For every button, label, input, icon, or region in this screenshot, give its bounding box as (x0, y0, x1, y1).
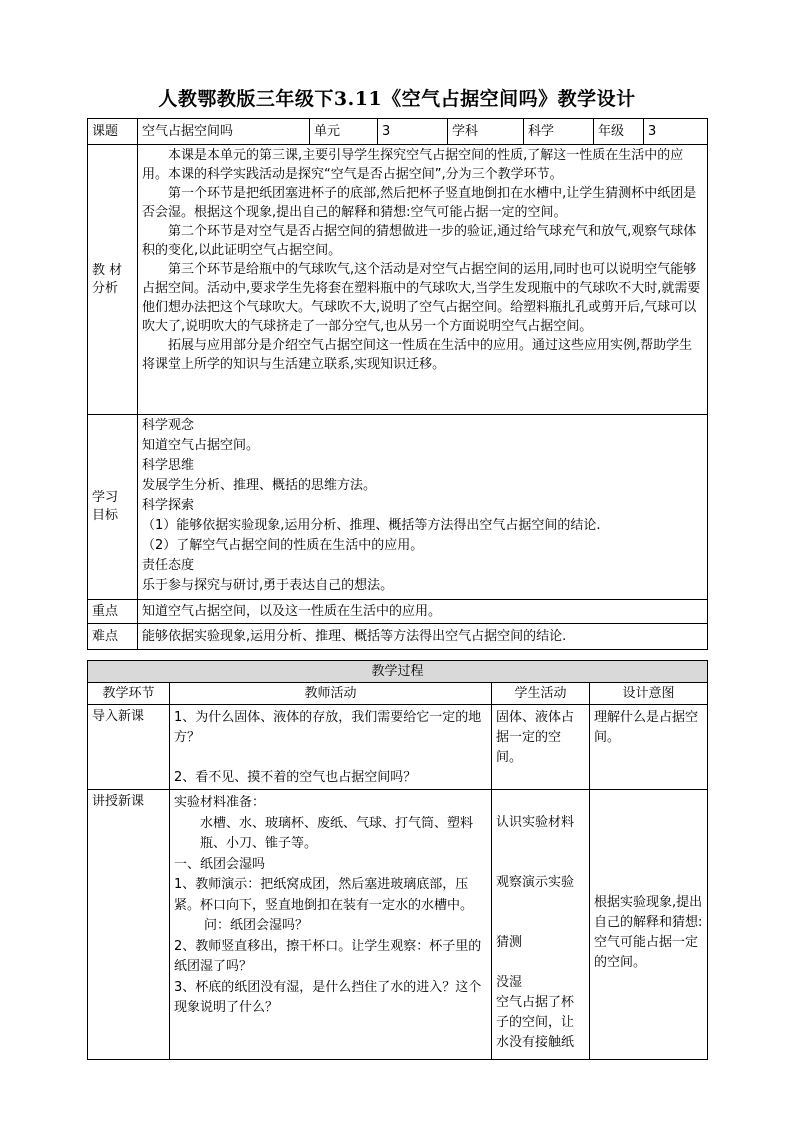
xueke-value: 科学 (524, 119, 594, 145)
key-point-label: 重点 (88, 600, 138, 624)
intro-intent: 理解什么是占据空间。 (590, 705, 708, 790)
goal-line: 发展学生分析、推理、概括的思维方法。 (142, 478, 377, 493)
difficulty-label: 难点 (88, 624, 138, 650)
analysis-paragraph: 本课是本单元的第三课,主要引导学生探究空气占据空间的性质,了解这一性质在生活中的应用。本课的科学实践活动是探究“空气是否占据空间”,分为三个教学环节。 (142, 148, 684, 182)
teaching-process-table (87, 660, 708, 1060)
goals-label: 学习 目标 (88, 415, 138, 600)
nianji-label: 年级 (594, 119, 644, 145)
lecture-teacher: 实验材料准备： 水槽、水、玻璃杯、废纸、气球、打气筒、塑料瓶、小刀、锥子等。 一、纸团会湿吗 1、教师演示：把纸窝成团，然后塞进玻璃底部，压紧。杯口向下，竖直地倒扣在装有一定水的水槽中。 问：纸团会湿吗？ 2、教师竖直移出，擦干杯口。让学生观察：杯子里的纸团湿了吗？ 3、杯底的纸团没有湿，是什么挡住了水的进入？这个现象说明了什么？ (170, 790, 492, 1060)
danyuan-value: 3 (378, 119, 448, 145)
intro-teacher: 1、为什么固体、液体的存放，我们需要给它一定的地方？ 2、看不见、摸不着的空气也占据空间吗？ (170, 705, 492, 790)
keti-value: 空气占据空间吗 (138, 119, 310, 145)
goal-line: 科学探索 (142, 498, 195, 513)
analysis-paragraph: 拓展与应用部分是介绍空气占据空间这一性质在生活中的应用。通过这些应用实例,帮助学生将课堂上所学的知识与生活建立联系,实现知识迁移。 (142, 338, 693, 372)
goal-line: 科学思维 (142, 458, 195, 473)
analysis-paragraph: 第二个环节是对空气是否占据空间的猜想做进一步的验证,通过给气球充气和放气,观察气球体积的变化,以此证明空气占据空间。 (142, 224, 697, 258)
nianji-value: 3 (644, 119, 708, 145)
goal-line: 责任态度 (142, 558, 195, 573)
analysis-label: 教 材 分析 (88, 145, 138, 415)
danyuan-label: 单元 (310, 119, 378, 145)
goals-content (138, 415, 708, 600)
analysis-content (138, 145, 708, 415)
process-title: 教学过程 (88, 661, 708, 683)
lecture-student: 认识实验材料 观察演示实验 猜测 没湿 空气占据了杯子的空间，让水没有接触纸 (492, 790, 590, 1060)
analysis-paragraph: 第三个环节是给瓶中的气球吹气,这个活动是对空气占据空间的运用,同时也可以说明空气能够占据空间。活动中,要求学生先将套在塑料瓶中的气球吹大,当学生发现瓶中的气球吹不大时,就需要他们想办法把这个气球吹大。气球吹不大,说明了空气占据空间。给塑料瓶扎孔或剪开后,气球可以吹大了,说明吹大的气球挤走了一部分空气,也从另一个方面说明空气占据空间。 (142, 262, 701, 334)
lecture-stage: 讲授新课 (88, 790, 170, 1060)
goal-line: 科学观念 (142, 418, 195, 433)
goal-line: 知道空气占据空间。 (142, 438, 260, 453)
document-title: 人教鄂教版三年级下3.11《空气占据空间吗》教学设计 (158, 88, 636, 110)
intro-stage: 导入新课 (88, 705, 170, 790)
goal-line: （2）了解空气占据空间的性质在生活中的应用。 (142, 538, 424, 553)
keti-label: 课题 (88, 119, 138, 145)
header-teacher: 教师活动 (170, 683, 492, 705)
analysis-paragraph: 第一个环节是把纸团塞进杯子的底部,然后把杯子竖直地倒扣在水槽中,让学生猜测杯中纸团是否会湿。根据这个现象,提出自己的解释和猜想:空气可能占据一定的空间。 (142, 186, 697, 220)
intro-student: 固体、液体占据一定的空间。 (492, 705, 590, 790)
goal-line: （1）能够依据实验现象,运用分析、推理、概括等方法得出空气占据空间的结论. (142, 518, 601, 533)
header-stage: 教学环节 (88, 683, 170, 705)
key-point-text: 知道空气占据空间，以及这一性质在生活中的应用。 (138, 600, 708, 624)
lesson-info-table (87, 118, 708, 650)
header-intent: 设计意图 (590, 683, 708, 705)
header-student: 学生活动 (492, 683, 590, 705)
difficulty-text: 能够依据实验现象,运用分析、推理、概括等方法得出空气占据空间的结论. (138, 624, 708, 650)
xueke-label: 学科 (448, 119, 524, 145)
goal-line: 乐于参与探究与研讨,勇于表达自己的想法。 (142, 578, 394, 593)
lecture-intent: 根据实验现象,提出自己的解释和猜想:空气可能占据一定的空间。 (590, 790, 708, 1060)
